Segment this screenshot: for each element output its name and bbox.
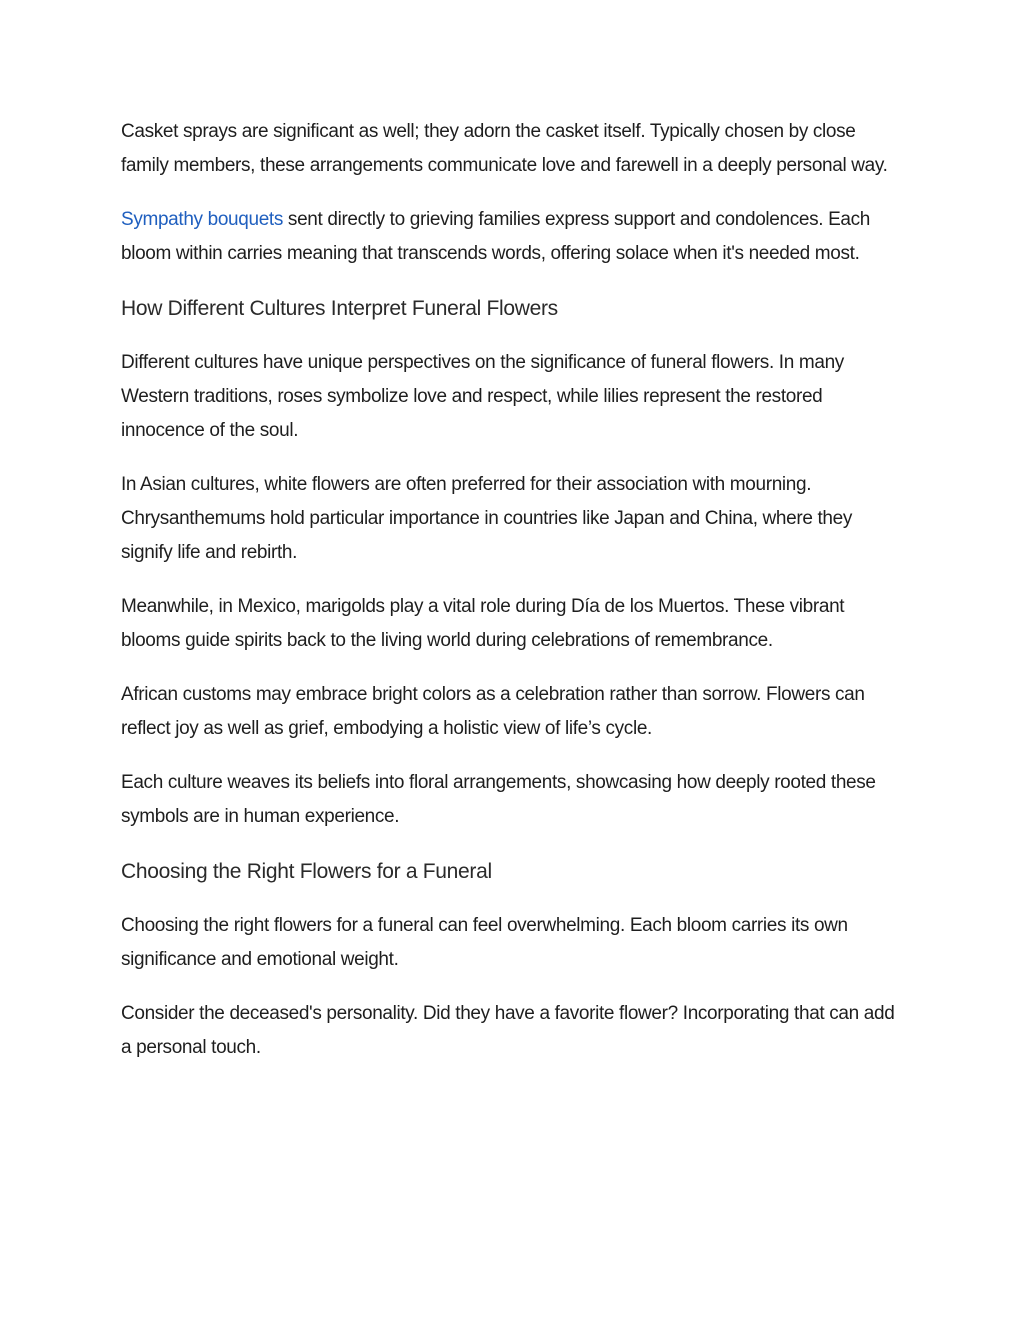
paragraph-african-customs: African customs may embrace bright colors as a celebration rather than sorrow. Flowers can reflect joy as well as grief, embodying a holistic view of life’s cycle. <box>121 684 865 739</box>
paragraph-asian-cultures: In Asian cultures, white flowers are often preferred for their association with mourning. Chrysanthemums hold particular importance in countries like Japan and China, where they signify life and rebirth. <box>121 474 852 563</box>
paragraph-casket-sprays: Casket sprays are significant as well; they adorn the casket itself. Typically chosen by close family members, these arrangements communicate love and farewell in a deeply personal way. <box>121 121 888 176</box>
paragraph-choosing-intro: Choosing the right flowers for a funeral can feel overwhelming. Each bloom carries its own significance and emotional weight. <box>121 915 848 970</box>
paragraph-cultures-intro: Different cultures have unique perspectives on the significance of funeral flowers. In many Western traditions, roses symbolize love and respect, while lilies represent the restored innocence of the soul. <box>121 352 844 441</box>
paragraph-sympathy-bouquets-text: sent directly to grieving families express support and condolences. Each bloom within carries meaning that transcends words, offering solace when it's needed most. <box>121 209 870 264</box>
heading-cultures: How Different Cultures Interpret Funeral Flowers <box>121 297 558 320</box>
paragraph-sympathy-bouquets <box>121 203 906 271</box>
paragraph-each-culture: Each culture weaves its beliefs into floral arrangements, showcasing how deeply rooted these symbols are in human experience. <box>121 772 876 827</box>
paragraph-personality: Consider the deceased's personality. Did they have a favorite flower? Incorporating that can add a personal touch. <box>121 1003 895 1058</box>
sympathy-bouquets-link[interactable]: Sympathy bouquets <box>121 209 283 230</box>
paragraph-mexico: Meanwhile, in Mexico, marigolds play a vital role during Día de los Muertos. These vibrant blooms guide spirits back to the living world during celebrations of remembrance. <box>121 596 845 651</box>
heading-choosing-flowers: Choosing the Right Flowers for a Funeral <box>121 860 492 883</box>
article-body <box>121 115 906 1085</box>
